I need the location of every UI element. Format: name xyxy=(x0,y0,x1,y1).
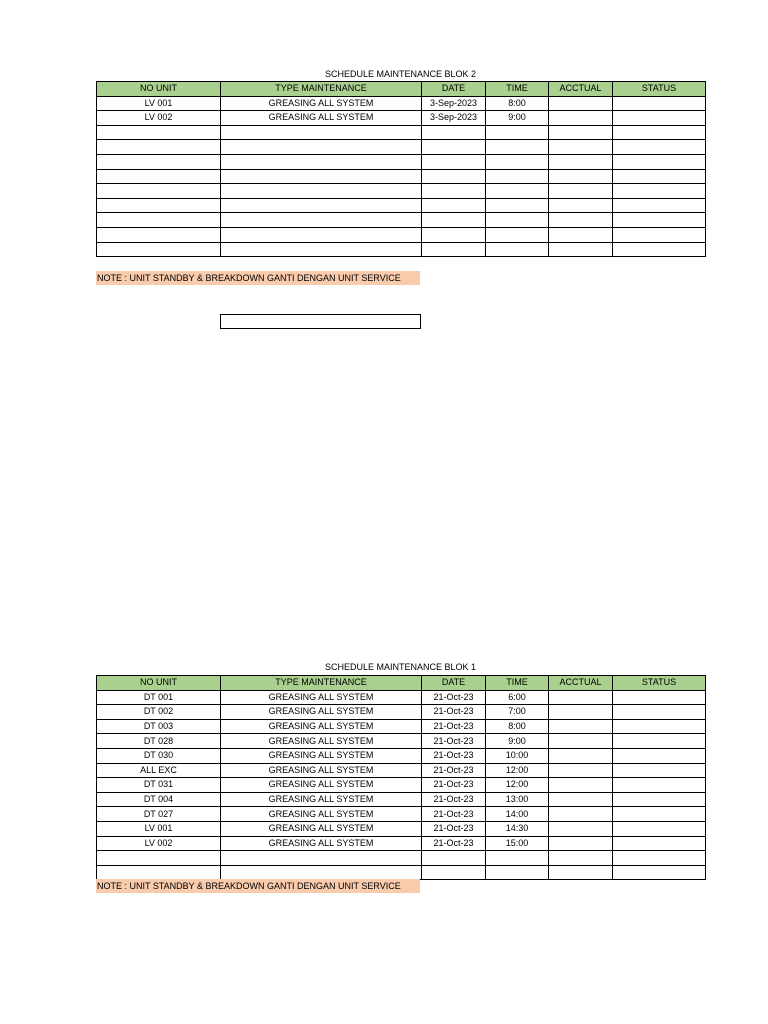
cell-status xyxy=(613,763,706,778)
cell-status xyxy=(613,213,706,228)
cell-acctual xyxy=(549,242,613,257)
cell-acctual xyxy=(549,154,613,169)
cell-no-unit: DT 031 xyxy=(97,778,221,793)
table-row xyxy=(97,140,706,155)
table-row xyxy=(97,851,706,866)
cell-status xyxy=(613,690,706,705)
blok1-schedule-table xyxy=(96,675,706,880)
cell-no-unit: DT 004 xyxy=(97,792,221,807)
cell-type-maintenance: GREASING ALL SYSTEM xyxy=(221,705,422,720)
cell-acctual xyxy=(549,96,613,111)
cell-acctual xyxy=(549,125,613,140)
cell-status xyxy=(613,125,706,140)
cell-date: 21-Oct-23 xyxy=(422,690,486,705)
cell-date xyxy=(422,125,486,140)
cell-no-unit: DT 003 xyxy=(97,719,221,734)
blok2-schedule-table xyxy=(96,81,706,257)
cell-date: 21-Oct-23 xyxy=(422,836,486,851)
cell-no-unit xyxy=(97,198,221,213)
cell-acctual xyxy=(549,227,613,242)
table-row xyxy=(97,154,706,169)
cell-status xyxy=(613,851,706,866)
header-row xyxy=(97,82,706,97)
header-status: STATUS xyxy=(613,82,706,97)
cell-acctual xyxy=(549,748,613,763)
cell-status xyxy=(613,865,706,880)
table-row xyxy=(97,734,706,749)
header-time: TIME xyxy=(486,676,549,691)
cell-type-maintenance xyxy=(221,169,422,184)
cell-time: 7:00 xyxy=(486,705,549,720)
cell-date: 21-Oct-23 xyxy=(422,778,486,793)
cell-status xyxy=(613,807,706,822)
cell-acctual xyxy=(549,719,613,734)
cell-acctual xyxy=(549,836,613,851)
cell-acctual xyxy=(549,140,613,155)
cell-date: 21-Oct-23 xyxy=(422,792,486,807)
header-type-maintenance: TYPE MAINTENANCE xyxy=(221,82,422,97)
cell-type-maintenance: GREASING ALL SYSTEM xyxy=(221,763,422,778)
table-row xyxy=(97,836,706,851)
cell-no-unit xyxy=(97,140,221,155)
cell-type-maintenance xyxy=(221,198,422,213)
cell-type-maintenance xyxy=(221,140,422,155)
cell-no-unit: DT 027 xyxy=(97,807,221,822)
cell-date xyxy=(422,242,486,257)
cell-acctual xyxy=(549,184,613,199)
cell-type-maintenance: GREASING ALL SYSTEM xyxy=(221,719,422,734)
cell-status xyxy=(613,227,706,242)
table-row xyxy=(97,821,706,836)
cell-time: 15:00 xyxy=(486,836,549,851)
cell-no-unit xyxy=(97,184,221,199)
cell-type-maintenance: GREASING ALL SYSTEM xyxy=(221,821,422,836)
cell-time xyxy=(486,227,549,242)
blok2-title: SCHEDULE MAINTENANCE BLOK 2 xyxy=(324,69,477,79)
cell-date: 21-Oct-23 xyxy=(422,807,486,822)
header-date: DATE xyxy=(422,82,486,97)
cell-status xyxy=(613,734,706,749)
cell-no-unit: DT 028 xyxy=(97,734,221,749)
cell-date xyxy=(422,213,486,228)
table-row xyxy=(97,705,706,720)
cell-acctual xyxy=(549,111,613,126)
table-row xyxy=(97,242,706,257)
cell-type-maintenance: GREASING ALL SYSTEM xyxy=(221,690,422,705)
header-date: DATE xyxy=(422,676,486,691)
cell-acctual xyxy=(549,705,613,720)
cell-date xyxy=(422,140,486,155)
cell-acctual xyxy=(549,734,613,749)
header-time: TIME xyxy=(486,82,549,97)
cell-no-unit xyxy=(97,865,221,880)
cell-status xyxy=(613,821,706,836)
table-row xyxy=(97,96,706,111)
cell-time xyxy=(486,213,549,228)
table-row xyxy=(97,169,706,184)
cell-no-unit: LV 001 xyxy=(97,96,221,111)
cell-status xyxy=(613,242,706,257)
cell-no-unit: DT 001 xyxy=(97,690,221,705)
cell-no-unit: DT 002 xyxy=(97,705,221,720)
table-row xyxy=(97,748,706,763)
cell-time xyxy=(486,140,549,155)
cell-type-maintenance: GREASING ALL SYSTEM xyxy=(221,836,422,851)
header-acctual: ACCTUAL xyxy=(549,676,613,691)
cell-status xyxy=(613,705,706,720)
cell-time xyxy=(486,125,549,140)
cell-date xyxy=(422,851,486,866)
cell-time xyxy=(486,198,549,213)
table-row xyxy=(97,125,706,140)
cell-no-unit xyxy=(97,213,221,228)
cell-date: 3-Sep-2023 xyxy=(422,111,486,126)
cell-date: 21-Oct-23 xyxy=(422,821,486,836)
cell-time: 10:00 xyxy=(486,748,549,763)
cell-no-unit xyxy=(97,851,221,866)
cell-no-unit: LV 002 xyxy=(97,111,221,126)
blok2-note: NOTE : UNIT STANDBY & BREAKDOWN GANTI DENGAN UNIT SERVICE xyxy=(96,271,420,285)
cell-type-maintenance: GREASING ALL SYSTEM xyxy=(221,778,422,793)
cell-type-maintenance xyxy=(221,154,422,169)
cell-time xyxy=(486,154,549,169)
cell-status xyxy=(613,198,706,213)
cell-status xyxy=(613,792,706,807)
cell-no-unit: ALL EXC xyxy=(97,763,221,778)
cell-acctual xyxy=(549,198,613,213)
cell-date xyxy=(422,184,486,199)
cell-no-unit xyxy=(97,125,221,140)
cell-time: 6:00 xyxy=(486,690,549,705)
cell-time xyxy=(486,169,549,184)
cell-acctual xyxy=(549,778,613,793)
cell-status xyxy=(613,96,706,111)
cell-time xyxy=(486,242,549,257)
cell-no-unit: LV 002 xyxy=(97,836,221,851)
cell-date: 21-Oct-23 xyxy=(422,763,486,778)
cell-type-maintenance: GREASING ALL SYSTEM xyxy=(221,734,422,749)
blok1-title: SCHEDULE MAINTENANCE BLOK 1 xyxy=(324,662,477,672)
cell-type-maintenance xyxy=(221,125,422,140)
cell-status xyxy=(613,719,706,734)
cell-no-unit: DT 030 xyxy=(97,748,221,763)
cell-type-maintenance: GREASING ALL SYSTEM xyxy=(221,792,422,807)
cell-status xyxy=(613,111,706,126)
cell-acctual xyxy=(549,807,613,822)
cell-acctual xyxy=(549,690,613,705)
cell-time: 14:30 xyxy=(486,821,549,836)
cell-date xyxy=(422,154,486,169)
blok1-note: NOTE : UNIT STANDBY & BREAKDOWN GANTI DENGAN UNIT SERVICE xyxy=(96,879,420,893)
table-row xyxy=(97,213,706,228)
cell-status xyxy=(613,154,706,169)
table-row xyxy=(97,198,706,213)
cell-status xyxy=(613,184,706,199)
cell-time xyxy=(486,865,549,880)
cell-type-maintenance: GREASING ALL SYSTEM xyxy=(221,748,422,763)
table-row xyxy=(97,865,706,880)
cell-type-maintenance xyxy=(221,184,422,199)
cell-time: 9:00 xyxy=(486,111,549,126)
cell-status xyxy=(613,836,706,851)
cell-time xyxy=(486,851,549,866)
cell-acctual xyxy=(549,792,613,807)
cell-no-unit: LV 001 xyxy=(97,821,221,836)
cell-acctual xyxy=(549,821,613,836)
cell-time: 13:00 xyxy=(486,792,549,807)
table-row xyxy=(97,184,706,199)
cell-status xyxy=(613,140,706,155)
cell-acctual xyxy=(549,213,613,228)
cell-type-maintenance: GREASING ALL SYSTEM xyxy=(221,111,422,126)
cell-date: 21-Oct-23 xyxy=(422,705,486,720)
empty-cell-box xyxy=(220,314,421,329)
cell-time xyxy=(486,184,549,199)
header-no-unit: NO UNIT xyxy=(97,82,221,97)
cell-type-maintenance xyxy=(221,851,422,866)
table-row xyxy=(97,778,706,793)
cell-date: 21-Oct-23 xyxy=(422,719,486,734)
cell-time: 12:00 xyxy=(486,778,549,793)
cell-acctual xyxy=(549,865,613,880)
cell-date: 21-Oct-23 xyxy=(422,748,486,763)
cell-time: 8:00 xyxy=(486,96,549,111)
cell-type-maintenance xyxy=(221,213,422,228)
cell-status xyxy=(613,169,706,184)
cell-no-unit xyxy=(97,154,221,169)
cell-time: 14:00 xyxy=(486,807,549,822)
cell-acctual xyxy=(549,851,613,866)
cell-type-maintenance xyxy=(221,227,422,242)
cell-status xyxy=(613,778,706,793)
table-row xyxy=(97,807,706,822)
cell-acctual xyxy=(549,763,613,778)
header-status: STATUS xyxy=(613,676,706,691)
cell-time: 8:00 xyxy=(486,719,549,734)
cell-type-maintenance: GREASING ALL SYSTEM xyxy=(221,807,422,822)
cell-time: 9:00 xyxy=(486,734,549,749)
cell-type-maintenance xyxy=(221,242,422,257)
cell-status xyxy=(613,748,706,763)
cell-date: 21-Oct-23 xyxy=(422,734,486,749)
table-row xyxy=(97,792,706,807)
header-no-unit: NO UNIT xyxy=(97,676,221,691)
cell-time: 12:00 xyxy=(486,763,549,778)
table-row xyxy=(97,763,706,778)
cell-date: 3-Sep-2023 xyxy=(422,96,486,111)
cell-no-unit xyxy=(97,227,221,242)
table-row xyxy=(97,719,706,734)
table-row xyxy=(97,690,706,705)
table-row xyxy=(97,111,706,126)
header-type-maintenance: TYPE MAINTENANCE xyxy=(221,676,422,691)
cell-date xyxy=(422,227,486,242)
table-row xyxy=(97,227,706,242)
cell-date xyxy=(422,865,486,880)
cell-acctual xyxy=(549,169,613,184)
cell-no-unit xyxy=(97,169,221,184)
cell-type-maintenance: GREASING ALL SYSTEM xyxy=(221,96,422,111)
header-acctual: ACCTUAL xyxy=(549,82,613,97)
header-row xyxy=(97,676,706,691)
cell-no-unit xyxy=(97,242,221,257)
cell-date xyxy=(422,198,486,213)
cell-date xyxy=(422,169,486,184)
cell-type-maintenance xyxy=(221,865,422,880)
